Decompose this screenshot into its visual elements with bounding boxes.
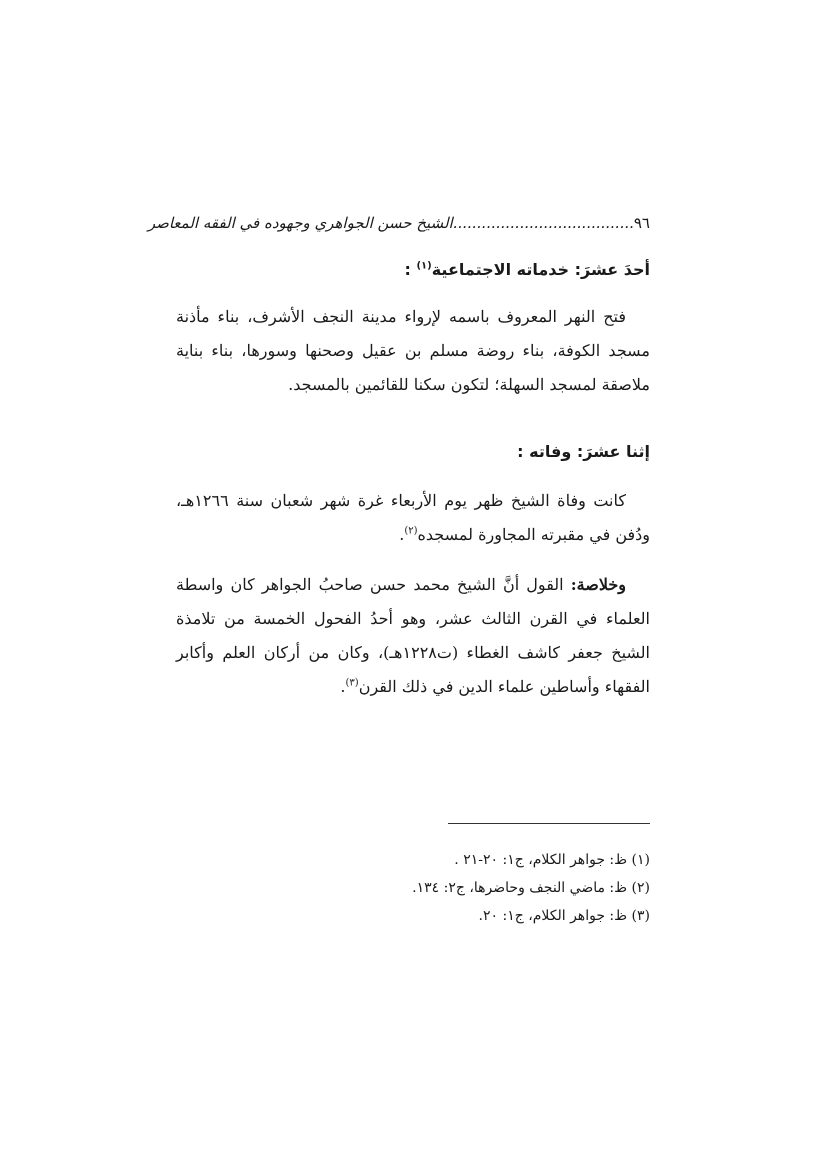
book-title: الشيخ حسن الجواهري وجهوده في الفقه المعاصر — [147, 214, 453, 232]
footnote-3: (٣) ظ: جواهر الكلام، ج١: ٢٠. — [478, 908, 650, 924]
running-header — [147, 214, 650, 240]
page-number: ٩٦ — [633, 214, 650, 232]
paragraph-text — [176, 484, 650, 552]
heading-colon: : — [404, 260, 411, 279]
death-end: . — [399, 525, 405, 544]
footnote-ref-1: (١) — [416, 260, 432, 272]
header-dots: ...................................... — [452, 214, 634, 232]
paragraph-summary — [176, 568, 650, 704]
section-heading-social-services — [404, 260, 650, 279]
footnote-ref-2: (٢) — [404, 525, 418, 537]
section-heading-death — [517, 442, 650, 461]
paragraph-social-services — [176, 300, 650, 402]
paragraph-death — [176, 484, 650, 552]
heading-colon: : — [517, 442, 524, 461]
footnote-ref-3: (٣) — [345, 677, 359, 689]
heading-text: إثنا عشرَ: وفاته — [529, 442, 650, 461]
heading-text: أحدَ عشرَ: خدماته الاجتماعية — [431, 260, 650, 279]
death-text: كانت وفاة الشيخ ظهر يوم الأربعاء غرة شهر شعبان سنة ١٢٦٦هـ، ودُفن في مقبرته المجاورة لمسجده — [176, 491, 650, 544]
paragraph-text: فتح النهر المعروف باسمه لإرواء مدينة النجف الأشرف، بناء مأذنة مسجد الكوفة، بناء روضة مسلم بن عقيل وصحنها وسورها، بناء بناية ملاصقة لمسجد السهلة؛ لتكون سكنا للقائمين بالمسجد. — [176, 307, 650, 394]
footnote-2: (٢) ظ: ماضي النجف وحاضرها، ج٢: ١٣٤. — [412, 880, 650, 896]
paragraph-text — [176, 568, 650, 704]
summary-end: . — [340, 677, 346, 696]
footnotes — [412, 846, 650, 930]
summary-lead: وخلاصة: — [570, 575, 626, 594]
footnote-1: (١) ظ: جواهر الكلام، ج١: ٢٠-٢١ . — [454, 852, 650, 868]
summary-text: القول أنَّ الشيخ محمد حسن صاحبُ الجواهر كان واسطة العلماء في القرن الثالث عشر، وهو أحدُ الفحول الخمسة من تلامذة الشيخ جعفر كاشف الغطاء (ت١٢٢٨هـ)، وكان من أركان العلم وأكابر الفقهاء وأساطين علماء الدين في ذلك القرن — [176, 575, 651, 696]
footnote-separator — [448, 823, 650, 824]
